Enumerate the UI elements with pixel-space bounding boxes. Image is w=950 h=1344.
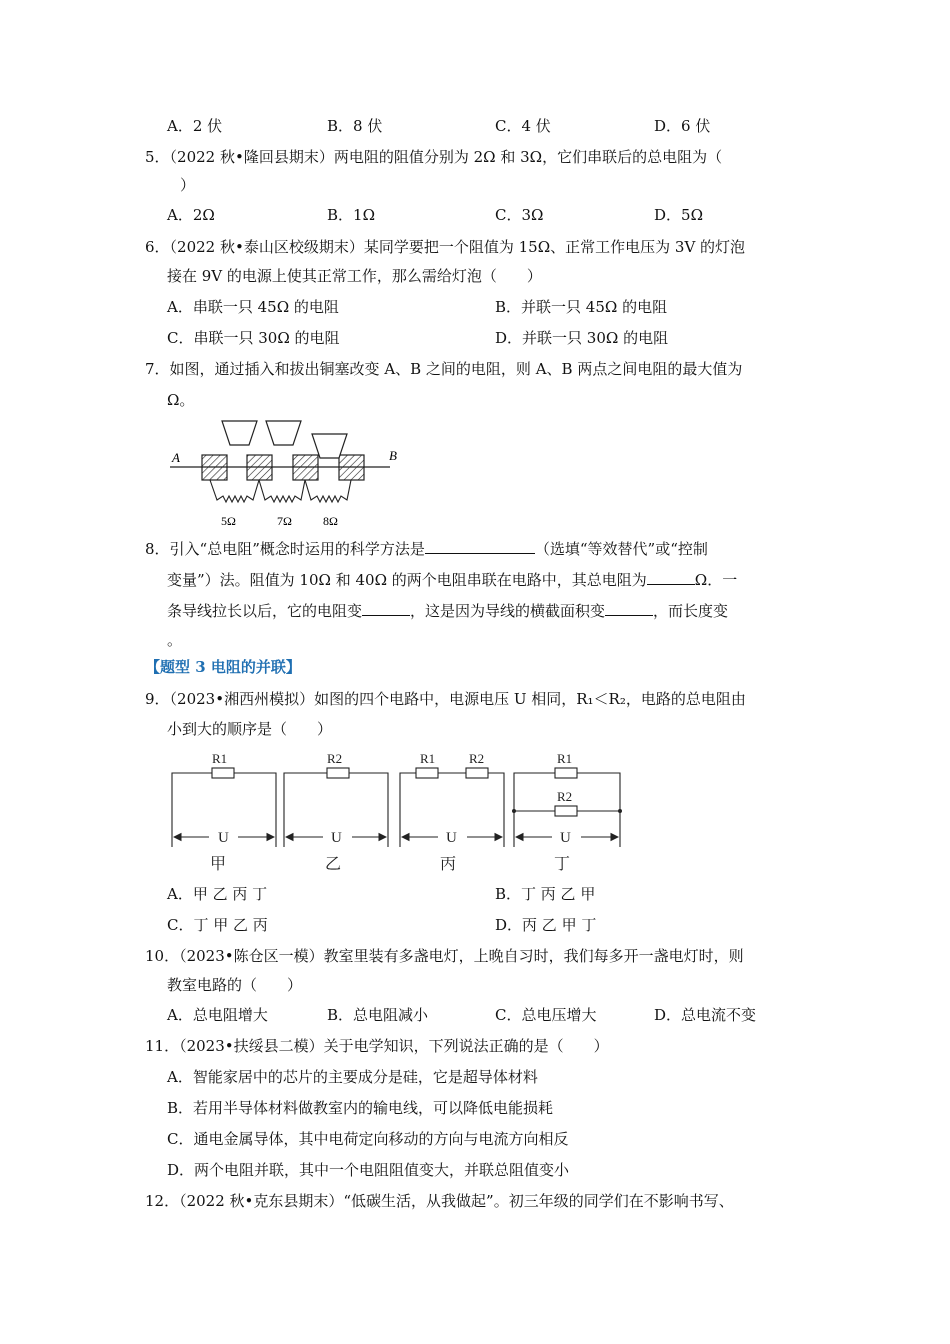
- circuit-yi-r2-label: R2: [327, 751, 343, 766]
- q6-option-d[interactable]: D．并联一只 30Ω 的电阻: [495, 329, 669, 347]
- q6-option-a[interactable]: A．串联一只 45Ω 的电阻: [167, 298, 339, 316]
- q8-text: ，这是因为导线的横截面积变: [410, 602, 606, 620]
- q5-option-d[interactable]: D．5Ω: [654, 206, 704, 224]
- circuit-ding-r2: [555, 806, 577, 816]
- q9-stem-line1: 9．（2023•湘西州模拟）如图的四个电路中，电源电压 U 相同，R₁＜R₂，电路的总电阻由: [145, 690, 746, 708]
- q9-circuits-figure: [160, 745, 630, 875]
- q11-option-b[interactable]: B．若用半导体材料做教室内的输电线，可以降低电能损耗: [167, 1099, 554, 1117]
- q8-blank-2[interactable]: [647, 570, 695, 585]
- q11-option-c[interactable]: C．通电金属导体，其中电荷定向移动的方向与电流方向相反: [167, 1130, 569, 1148]
- q6-stem-line1: 6．（2022 秋•泰山区校级期末）某同学要把一个阻值为 15Ω、正常工作电压为 3V 的灯泡: [145, 238, 746, 256]
- q8-stem-line2: [167, 570, 737, 590]
- q5-stem-line2: ）: [180, 176, 196, 194]
- q11-option-d[interactable]: D．两个电阻并联，其中一个电阻阻值变大，并联总阻值变小: [167, 1161, 570, 1179]
- q9-stem-line2: 小到大的顺序是（ ）: [167, 720, 333, 738]
- circuit-ding-r1: [555, 768, 577, 778]
- q8-stem-line1: [145, 539, 708, 559]
- q8-text: 8．引入“总电阻”概念时运用的科学方法是: [145, 540, 425, 558]
- q8-text: 变量”）法。阻值为 10Ω 和 40Ω 的两个电阻串联在电路中，其总电阻为: [167, 571, 647, 589]
- circuit-bing-name: 丙: [440, 856, 457, 873]
- q8-text: Ω．一: [694, 571, 738, 589]
- q10-option-b[interactable]: B．总电阻减小: [327, 1006, 429, 1024]
- q4-option-b[interactable]: B．8 伏: [327, 117, 383, 135]
- q10-stem-line2: 教室电路的（ ）: [167, 976, 303, 994]
- q7-resistor-label-3: 8Ω: [323, 514, 338, 528]
- circuit-yi-r2: [327, 768, 349, 778]
- q10-option-d[interactable]: D．总电流不变: [654, 1006, 757, 1024]
- q9-option-b[interactable]: B．丁 丙 乙 甲: [495, 885, 596, 903]
- q8-stem-line4: 。: [167, 631, 183, 649]
- q4-option-d[interactable]: D．6 伏: [654, 117, 711, 135]
- circuit-ding-u-label: U: [560, 830, 571, 846]
- q7-copper-block: [247, 455, 272, 480]
- q8-text: ，而长度变: [653, 602, 729, 620]
- circuit-bing-r1: [416, 768, 438, 778]
- q10-option-c[interactable]: C．总电压增大: [495, 1006, 597, 1024]
- q7-resistor-label-2: 7Ω: [277, 514, 292, 528]
- q9-option-d[interactable]: D．丙 乙 甲 丁: [495, 916, 597, 934]
- circuit-bing-r2-label: R2: [469, 751, 485, 766]
- q11-option-a[interactable]: A．智能家居中的芯片的主要成分是硅，它是超导体材料: [167, 1068, 538, 1086]
- q10-option-a[interactable]: A．总电阻增大: [167, 1006, 268, 1024]
- circuit-ding-r1-label: R1: [557, 751, 573, 766]
- circuit-jia-r1-label: R1: [212, 751, 228, 766]
- circuit-ding-node: [512, 809, 516, 813]
- q7-copper-block: [339, 455, 364, 480]
- circuit-jia-u-label: U: [218, 830, 229, 846]
- q7-wire-resistor: [305, 480, 351, 502]
- q7-copper-block: [202, 455, 227, 480]
- q7-removed-plug: [222, 421, 257, 445]
- circuit-ding-r2-label: R2: [557, 789, 573, 804]
- q5-option-b[interactable]: B．1Ω: [327, 206, 376, 224]
- q7-removed-plug: [266, 421, 301, 445]
- circuit-yi-name: 乙: [325, 856, 342, 873]
- q5-option-c[interactable]: C．3Ω: [495, 206, 544, 224]
- q7-inserted-plug: [312, 434, 347, 458]
- circuit-ding-name: 丁: [554, 856, 571, 873]
- q7-wire-resistor: [259, 480, 305, 502]
- q8-blank-1[interactable]: [425, 539, 535, 554]
- q7-resistor-label-1: 5Ω: [221, 514, 236, 528]
- q9-option-c[interactable]: C．丁 甲 乙 丙: [167, 916, 268, 934]
- q6-stem-line2: 接在 9V 的电源上使其正常工作，那么需给灯泡（ ）: [167, 267, 542, 285]
- circuit-yi-u-label: U: [331, 830, 342, 846]
- q6-option-c[interactable]: C．串联一只 30Ω 的电阻: [167, 329, 340, 347]
- q8-stem-line3: [167, 601, 728, 621]
- q10-stem-line1: 10．（2023•陈仓区一模）教室里装有多盏电灯，上晚自习时，我们每多开一盏电灯时，则: [145, 947, 744, 965]
- q9-option-a[interactable]: A．甲 乙 丙 丁: [167, 885, 268, 903]
- circuit-ding-node: [618, 809, 622, 813]
- q12-stem-line1: 12．（2022 秋•克东县期末）“低碳生活，从我做起”。初三年级的同学们在不影响书写、: [145, 1192, 734, 1210]
- circuit-jia-name: 甲: [210, 856, 227, 873]
- circuit-bing-r2: [466, 768, 488, 778]
- q7-stem-line2: Ω。: [167, 391, 195, 409]
- q5-stem-line1: 5．（2022 秋•隆回县期末）两电阻的阻值分别为 2Ω 和 3Ω，它们串联后的总电阻为（: [145, 148, 723, 166]
- q5-option-a[interactable]: A．2Ω: [167, 206, 215, 224]
- circuit-jia-r1: [212, 768, 234, 778]
- q7-stem-line1: 7．如图，通过插入和拔出铜塞改变 A、B 之间的电阻，则 A、B 两点之间电阻的最大值为: [145, 360, 743, 378]
- q4-option-c[interactable]: C．4 伏: [495, 117, 551, 135]
- q6-option-b[interactable]: B．并联一只 45Ω 的电阻: [495, 298, 668, 316]
- section-heading: 【题型 3 电阻的并联】: [145, 658, 301, 676]
- q8-text: （选填“等效替代”或“控制: [534, 540, 708, 558]
- q7-label-a: A: [172, 450, 180, 465]
- q8-blank-3[interactable]: [362, 601, 410, 616]
- q7-label-b: B: [389, 448, 397, 463]
- q7-copper-block: [293, 455, 318, 480]
- q8-text: 条导线拉长以后，它的电阻变: [167, 602, 363, 620]
- q11-stem-line1: 11．（2023•扶绥县二模）关于电学知识，下列说法正确的是（ ）: [145, 1037, 609, 1055]
- circuit-bing-r1-label: R1: [420, 751, 436, 766]
- q7-resistance-box-figure: [165, 418, 405, 533]
- circuit-bing-u-label: U: [446, 830, 457, 846]
- q8-blank-4[interactable]: [605, 601, 653, 616]
- q7-wire-resistor: [210, 480, 259, 502]
- q4-option-a[interactable]: A．2 伏: [167, 117, 223, 135]
